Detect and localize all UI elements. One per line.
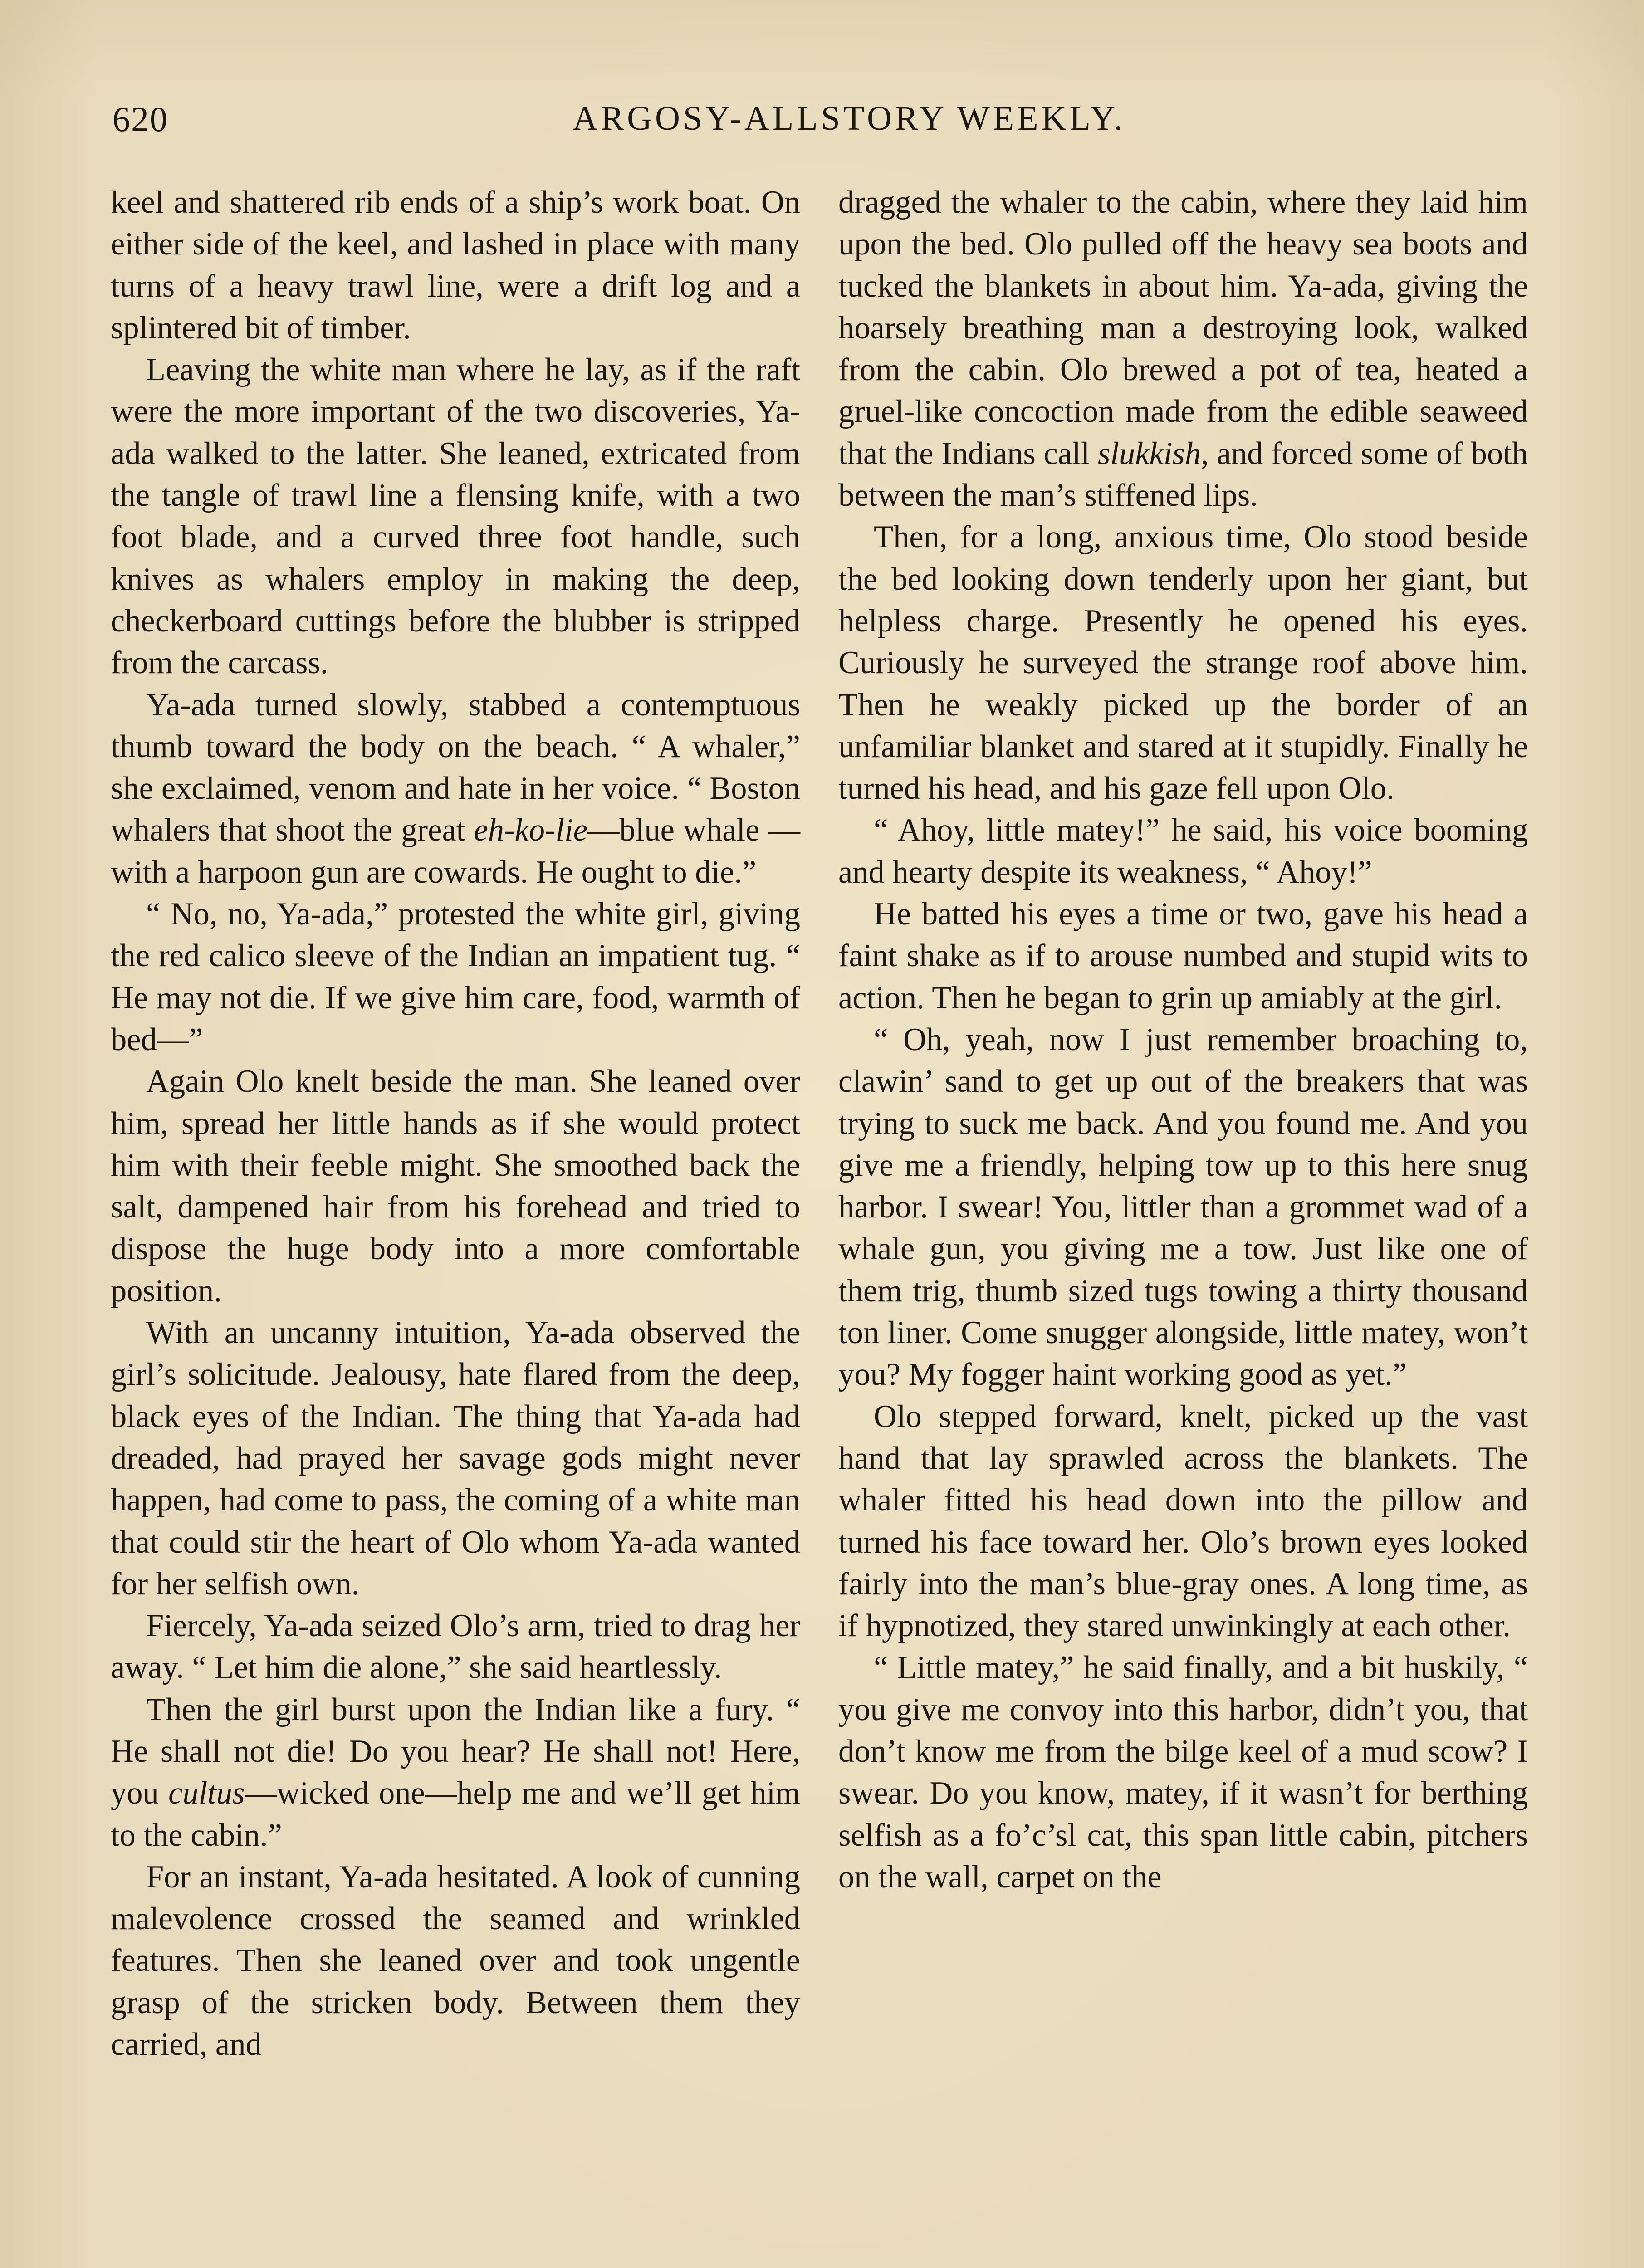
- paragraph: dragged the whaler to the cabin, where they laid him upon the bed. Olo pulled off the heavy sea boots and tucked the blankets in about him. Ya-ada, giving the hoarsely breathing man a destroying look, walked from the cabin. Olo brewed a pot of tea, heated a gruel-like concoction made from the edible seaweed that the Indians call slukkish, and forced some of both between the man’s stiffened lips.: [838, 185, 1528, 513]
- paragraph: For an instant, Ya-ada hesitated. A look of cunning malevolence crossed the seamed and wrinkled features. Then she leaned over and took ungentle grasp of the stricken body. Between them they carried, and: [111, 1859, 800, 2063]
- paragraph: Again Olo knelt beside the man. She leaned over him, spread her little hands as if she would protect him with their feeble might. She smoothed back the salt, dampened hair from his forehead and tried to dispose the huge body into a more comfortable position.: [111, 1064, 800, 1309]
- paragraph: Fiercely, Ya-ada seized Olo’s arm, tried to drag her away. “ Let him die alone,” she said heartlessly.: [111, 1608, 800, 1686]
- paragraph: Leaving the white man where he lay, as if the raft were the more important of the two discoveries, Ya-ada walked to the latter. She leaned, extricated from the tangle of trawl line a flensing knife, with a two foot blade, and a curved three foot handle, such knives as whalers employ in making the deep, checkerboard cuttings before the blubber is stripped from the carcass.: [111, 352, 800, 681]
- paragraph: Olo stepped forward, knelt, picked up the vast hand that lay sprawled across the blankets. The whaler fitted his head down into the pillow and turned his face toward her. Olo’s brown eyes looked fairly into the man’s blue-gray ones. A long time, as if hypnotized, they stared unwinkingly at each other.: [838, 1398, 1528, 1644]
- paragraph: Ya-ada turned slowly, stabbed a contemptuous thumb toward the body on the beach. “ A whaler,” she exclaimed, venom and hate in her voice. “ Boston whalers that shoot the great eh-ko-lie—blue whale —with a harpoon gun are cowards. He ought to die.”: [111, 687, 800, 890]
- paragraph: With an uncanny intuition, Ya-ada observed the girl’s solicitude. Jealousy, hate flared from the deep, black eyes of the Indian. The thing that Ya-ada had dreaded, had prayed her savage gods might never happen, had come to pass, the coming of a white man that could stir the heart of Olo whom Ya-ada wanted for her selfish own.: [111, 1315, 800, 1602]
- italic-term: cultus: [168, 1775, 245, 1811]
- paragraph: “ Ahoy, little matey!” he said, his voice booming and hearty despite its weakness, “ Ahoy!”: [838, 812, 1528, 890]
- italic-term: eh-ko-lie: [474, 812, 587, 848]
- paragraph: “ Oh, yeah, now I just remember broaching to, clawin’ sand to get up out of the breakers that was trying to suck me back. And you found me. And you give me a friendly, helping tow up to this here snug harbor. I swear! You, littler than a grommet wad of a whale gun, you giving me a tow. Just like one of them trig, thumb sized tugs towing a thirty thousand ton liner. Come snugger alongside, little matey, won’t you? My fogger haint working good as yet.”: [838, 1022, 1528, 1393]
- page-number: 620: [113, 99, 168, 139]
- paragraph: Then the girl burst upon the Indian like a fury. “ He shall not die! Do you hear? He shall not! Here, you cultus—wicked one—help me and we’ll get him to the cabin.”: [111, 1691, 800, 1853]
- paragraph: “ No, no, Ya-ada,” protested the white girl, giving the red calico sleeve of the Indian an impatient tug. “ He may not die. If we give him care, food, warmth of bed—”: [111, 896, 800, 1057]
- paragraph: “ Little matey,” he said finally, and a bit huskily, “ you give me convoy into this harbor, didn’t you, that don’t know me from the bilge keel of a mud scow? I swear. Do you know, matey, if it wasn’t for berthing selfish as a fo’c’sl cat, this span little cabin, pitchers on the wall, carpet on the: [838, 1650, 1528, 1895]
- paragraph: He batted his eyes a time or two, gave his head a faint shake as if to arouse numbed and stupid wits to action. Then he began to grin up amiably at the girl.: [838, 896, 1528, 1016]
- paragraph: Then, for a long, anxious time, Olo stood beside the bed looking down tenderly upon her giant, but helpless charge. Presently he opened his eyes. Curiously he surveyed the strange roof above him. Then he weakly picked up the border of an unfamiliar blanket and stared at it stupidly. Finally he turned his head, and his gaze fell upon Olo.: [838, 519, 1528, 807]
- running-title: ARGOSY-ALLSTORY WEEKLY.: [572, 99, 1126, 137]
- italic-term: slukkish: [1097, 435, 1201, 471]
- page-header: [113, 99, 1531, 140]
- right-column: [838, 181, 1528, 1898]
- paragraph: keel and shattered rib ends of a ship’s work boat. On either side of the keel, and lashed in place with many turns of a heavy trawl line, were a drift log and a splintered bit of timber.: [111, 185, 800, 346]
- left-column: [111, 181, 800, 2065]
